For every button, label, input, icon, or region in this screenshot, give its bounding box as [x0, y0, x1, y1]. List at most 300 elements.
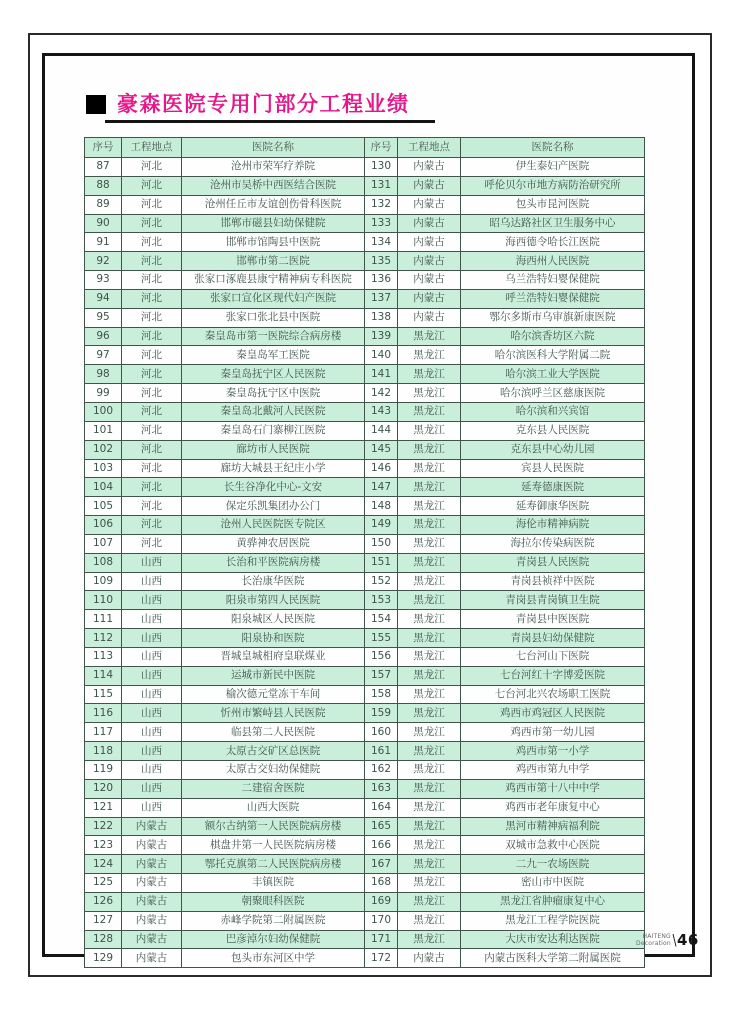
row-number: 153 [365, 591, 398, 610]
row-number: 95 [85, 308, 122, 327]
hospital-name: 密山市中医院 [461, 874, 645, 893]
project-location: 内蒙古 [398, 195, 461, 214]
header-location-left: 工程地点 [122, 138, 182, 158]
hospital-name: 张家口宣化区现代妇产医院 [182, 289, 365, 308]
project-location: 河北 [122, 327, 182, 346]
row-number: 104 [85, 478, 122, 497]
header-hospital-right: 医院名称 [461, 138, 645, 158]
row-number: 160 [365, 723, 398, 742]
project-location: 山西 [122, 666, 182, 685]
hospital-name: 额尔古纳第一人民医院病房楼 [182, 817, 365, 836]
page-title: 豪森医院专用门部分工程业绩 [117, 92, 410, 116]
row-number: 132 [365, 195, 398, 214]
hospital-name: 邯郸市第二医院 [182, 252, 365, 271]
header-location-right: 工程地点 [398, 138, 461, 158]
row-number: 106 [85, 516, 122, 535]
project-location: 内蒙古 [398, 214, 461, 233]
row-number: 124 [85, 855, 122, 874]
project-location: 黑龙江 [398, 440, 461, 459]
row-number: 162 [365, 761, 398, 780]
hospital-name: 秦皇岛市第一医院综合病房楼 [182, 327, 365, 346]
hospital-name: 七台河北兴农场职工医院 [461, 685, 645, 704]
hospital-name: 黄骅神农居医院 [182, 534, 365, 553]
project-location: 内蒙古 [398, 289, 461, 308]
row-number: 171 [365, 930, 398, 949]
hospital-name: 昭乌达路社区卫生服务中心 [461, 214, 645, 233]
project-location: 黑龙江 [398, 478, 461, 497]
row-number: 131 [365, 176, 398, 195]
project-location: 黑龙江 [398, 553, 461, 572]
footer-brand [636, 933, 671, 947]
row-number: 129 [85, 949, 122, 968]
project-location: 黑龙江 [398, 421, 461, 440]
row-number: 97 [85, 346, 122, 365]
hospital-name: 邯郸市馆陶县中医院 [182, 233, 365, 252]
project-location: 黑龙江 [398, 761, 461, 780]
row-number: 136 [365, 271, 398, 290]
header-seq-right: 序号 [365, 138, 398, 158]
row-number: 164 [365, 798, 398, 817]
table-row [85, 289, 645, 308]
project-location: 黑龙江 [398, 591, 461, 610]
hospital-name: 二建宿舍医院 [182, 779, 365, 798]
row-number: 168 [365, 874, 398, 893]
table-row [85, 384, 645, 403]
hospital-name: 邯郸市磁县妇幼保健院 [182, 214, 365, 233]
project-location: 内蒙古 [398, 176, 461, 195]
project-location: 河北 [122, 459, 182, 478]
row-number: 126 [85, 892, 122, 911]
row-number: 120 [85, 779, 122, 798]
table-row [85, 798, 645, 817]
table-row [85, 271, 645, 290]
row-number: 157 [365, 666, 398, 685]
row-number: 105 [85, 497, 122, 516]
hospital-name: 哈尔滨医科大学附属二院 [461, 346, 645, 365]
hospital-name: 青岗县祯祥中医院 [461, 572, 645, 591]
table-row [85, 723, 645, 742]
hospital-name: 乌兰浩特妇婴保健院 [461, 271, 645, 290]
project-location: 山西 [122, 591, 182, 610]
hospital-name: 太原古交矿区总医院 [182, 742, 365, 761]
table-header-row [85, 138, 645, 158]
project-location: 黑龙江 [398, 874, 461, 893]
row-number: 107 [85, 534, 122, 553]
project-location: 河北 [122, 402, 182, 421]
hospital-name: 秦皇岛抚宁区人民医院 [182, 365, 365, 384]
project-location: 黑龙江 [398, 685, 461, 704]
project-location: 河北 [122, 478, 182, 497]
table-row [85, 591, 645, 610]
hospital-name: 黑龙江省肿瘤康复中心 [461, 892, 645, 911]
table-row [85, 440, 645, 459]
hospital-name: 海西德令哈长江医院 [461, 233, 645, 252]
row-number: 123 [85, 836, 122, 855]
table-row [85, 158, 645, 177]
hospital-name: 沧州任丘市友谊创伤骨科医院 [182, 195, 365, 214]
row-number: 134 [365, 233, 398, 252]
table-row [85, 516, 645, 535]
row-number: 90 [85, 214, 122, 233]
hospital-name: 长治和平医院病房楼 [182, 553, 365, 572]
table-row [85, 308, 645, 327]
hospital-name: 七台河山下医院 [461, 647, 645, 666]
row-number: 92 [85, 252, 122, 271]
row-number: 94 [85, 289, 122, 308]
row-number: 141 [365, 365, 398, 384]
table-row [85, 402, 645, 421]
hospital-name: 秦皇岛北戴河人民医院 [182, 402, 365, 421]
hospital-name: 秦皇岛军工医院 [182, 346, 365, 365]
table-row [85, 647, 645, 666]
project-location: 内蒙古 [122, 930, 182, 949]
hospital-name: 赤峰学院第二附属医院 [182, 911, 365, 930]
project-location: 山西 [122, 742, 182, 761]
row-number: 150 [365, 534, 398, 553]
project-location: 河北 [122, 195, 182, 214]
row-number: 113 [85, 647, 122, 666]
row-number: 112 [85, 629, 122, 648]
hospital-name: 临县第二人民医院 [182, 723, 365, 742]
row-number: 159 [365, 704, 398, 723]
table-row [85, 214, 645, 233]
project-location: 黑龙江 [398, 742, 461, 761]
table-row [85, 252, 645, 271]
project-location: 黑龙江 [398, 572, 461, 591]
table-row [85, 892, 645, 911]
footer-brand-name: HAITENG [642, 932, 671, 940]
hospital-name: 哈尔滨工业大学医院 [461, 365, 645, 384]
table-row [85, 930, 645, 949]
hospital-name: 宾县人民医院 [461, 459, 645, 478]
project-location: 河北 [122, 440, 182, 459]
hospital-name: 大庆市安达利达医院 [461, 930, 645, 949]
hospital-name: 海西州人民医院 [461, 252, 645, 271]
project-location: 河北 [122, 214, 182, 233]
row-number: 167 [365, 855, 398, 874]
project-location: 山西 [122, 647, 182, 666]
row-number: 133 [365, 214, 398, 233]
project-location: 黑龙江 [398, 346, 461, 365]
project-location: 黑龙江 [398, 779, 461, 798]
project-location: 河北 [122, 516, 182, 535]
hospital-name: 长治康华医院 [182, 572, 365, 591]
row-number: 102 [85, 440, 122, 459]
project-location: 河北 [122, 233, 182, 252]
row-number: 140 [365, 346, 398, 365]
row-number: 128 [85, 930, 122, 949]
row-number: 158 [365, 685, 398, 704]
hospital-name: 太原古交妇幼保健院 [182, 761, 365, 780]
row-number: 154 [365, 610, 398, 629]
project-location: 内蒙古 [122, 855, 182, 874]
row-number: 170 [365, 911, 398, 930]
hospital-name: 伊生泰妇产医院 [461, 158, 645, 177]
project-location: 内蒙古 [122, 817, 182, 836]
hospital-name: 秦皇岛抚宁区中医院 [182, 384, 365, 403]
footer-slash: \ [672, 931, 677, 949]
table-row [85, 233, 645, 252]
table-row [85, 327, 645, 346]
hospital-name: 双城市急救中心医院 [461, 836, 645, 855]
hospital-name: 张家口涿鹿县康宁精神病专科医院 [182, 271, 365, 290]
row-number: 91 [85, 233, 122, 252]
project-location: 河北 [122, 497, 182, 516]
project-location: 内蒙古 [398, 949, 461, 968]
project-location: 山西 [122, 629, 182, 648]
row-number: 114 [85, 666, 122, 685]
row-number: 166 [365, 836, 398, 855]
project-location: 内蒙古 [122, 836, 182, 855]
project-location: 内蒙古 [122, 892, 182, 911]
project-location: 河北 [122, 308, 182, 327]
project-location: 黑龙江 [398, 516, 461, 535]
project-location: 河北 [122, 289, 182, 308]
project-location: 黑龙江 [398, 704, 461, 723]
project-location: 河北 [122, 252, 182, 271]
project-location: 内蒙古 [122, 911, 182, 930]
hospital-name: 山西大医院 [182, 798, 365, 817]
project-location: 山西 [122, 761, 182, 780]
row-number: 127 [85, 911, 122, 930]
title-bullet-square [86, 95, 106, 114]
project-location: 山西 [122, 572, 182, 591]
project-location: 山西 [122, 779, 182, 798]
project-location: 黑龙江 [398, 666, 461, 685]
project-location: 黑龙江 [398, 855, 461, 874]
table-row [85, 497, 645, 516]
row-number: 103 [85, 459, 122, 478]
project-location: 黑龙江 [398, 836, 461, 855]
hospital-name: 二九一农场医院 [461, 855, 645, 874]
project-location: 河北 [122, 534, 182, 553]
project-location: 黑龙江 [398, 647, 461, 666]
project-location: 黑龙江 [398, 798, 461, 817]
table-row [85, 176, 645, 195]
hospital-name: 呼伦贝尔市地方病防治研究所 [461, 176, 645, 195]
project-location: 山西 [122, 553, 182, 572]
hospital-name: 鄂尔多斯市乌审旗新康医院 [461, 308, 645, 327]
table-row [85, 365, 645, 384]
row-number: 118 [85, 742, 122, 761]
row-number: 139 [365, 327, 398, 346]
project-location: 黑龙江 [398, 365, 461, 384]
table-row [85, 685, 645, 704]
hospital-name: 张家口张北县中医院 [182, 308, 365, 327]
project-location: 黑龙江 [398, 384, 461, 403]
project-location: 河北 [122, 271, 182, 290]
hospital-name: 朝聚眼科医院 [182, 892, 365, 911]
table-row [85, 742, 645, 761]
hospital-name: 阳泉城区人民医院 [182, 610, 365, 629]
hospital-name: 青岗县中医医院 [461, 610, 645, 629]
table-row [85, 421, 645, 440]
row-number: 161 [365, 742, 398, 761]
table-row [85, 704, 645, 723]
hospital-name: 棋盘井第一人民医院病房楼 [182, 836, 365, 855]
hospital-name: 运城市新民中医院 [182, 666, 365, 685]
hospital-name: 阳泉市第四人民医院 [182, 591, 365, 610]
row-number: 117 [85, 723, 122, 742]
hospital-name: 黑河市精神病福利院 [461, 817, 645, 836]
row-number: 143 [365, 402, 398, 421]
hospital-name: 巴彦淖尔妇幼保健院 [182, 930, 365, 949]
table-row [85, 346, 645, 365]
table-row [85, 761, 645, 780]
header-seq-left: 序号 [85, 138, 122, 158]
project-location: 山西 [122, 610, 182, 629]
project-location: 山西 [122, 723, 182, 742]
hospital-name: 哈尔滨呼兰区慈康医院 [461, 384, 645, 403]
table-row [85, 610, 645, 629]
row-number: 109 [85, 572, 122, 591]
project-location: 山西 [122, 685, 182, 704]
row-number: 98 [85, 365, 122, 384]
hospital-name: 沧州市荣军疗养院 [182, 158, 365, 177]
hospital-name: 廊坊市人民医院 [182, 440, 365, 459]
page-footer [636, 931, 699, 949]
row-number: 115 [85, 685, 122, 704]
project-location: 内蒙古 [398, 252, 461, 271]
project-location: 黑龙江 [398, 723, 461, 742]
row-number: 138 [365, 308, 398, 327]
row-number: 89 [85, 195, 122, 214]
hospital-name: 晋城皇城相府皇联煤业 [182, 647, 365, 666]
row-number: 165 [365, 817, 398, 836]
table-row [85, 874, 645, 893]
hospital-name: 秦皇岛石门寨柳江医院 [182, 421, 365, 440]
table-row [85, 459, 645, 478]
row-number: 148 [365, 497, 398, 516]
row-number: 163 [365, 779, 398, 798]
hospital-name: 哈尔滨和兴宾馆 [461, 402, 645, 421]
project-location: 黑龙江 [398, 629, 461, 648]
hospital-name: 榆次德元堂冻干车间 [182, 685, 365, 704]
table-row [85, 572, 645, 591]
hospital-name: 鸡西市第十八中中学 [461, 779, 645, 798]
project-location: 内蒙古 [398, 158, 461, 177]
header-hospital-left: 医院名称 [182, 138, 365, 158]
hospital-name: 延寿御康华医院 [461, 497, 645, 516]
table-row [85, 949, 645, 968]
row-number: 155 [365, 629, 398, 648]
row-number: 122 [85, 817, 122, 836]
project-location: 黑龙江 [398, 497, 461, 516]
project-location: 黑龙江 [398, 911, 461, 930]
table-row [85, 855, 645, 874]
table-row [85, 836, 645, 855]
hospital-name: 长生谷净化中心-文安 [182, 478, 365, 497]
hospital-name: 内蒙古医科大学第二附属医院 [461, 949, 645, 968]
hospital-name: 鸡西市第一幼儿园 [461, 723, 645, 742]
project-location: 内蒙古 [122, 949, 182, 968]
project-location: 黑龙江 [398, 534, 461, 553]
row-number: 110 [85, 591, 122, 610]
row-number: 100 [85, 402, 122, 421]
hospital-name: 丰镇医院 [182, 874, 365, 893]
hospital-name: 包头市东河区中学 [182, 949, 365, 968]
table-body [85, 158, 645, 968]
project-location: 内蒙古 [122, 874, 182, 893]
hospital-name: 鸡西市老年康复中心 [461, 798, 645, 817]
hospital-name: 沧州人民医院医专院区 [182, 516, 365, 535]
hospital-name: 鸡西市鸡冠区人民医院 [461, 704, 645, 723]
title-underline [105, 120, 435, 123]
table-row [85, 779, 645, 798]
hospital-name: 忻州市繁峙县人民医院 [182, 704, 365, 723]
table-row [85, 553, 645, 572]
project-location: 黑龙江 [398, 930, 461, 949]
hospital-name: 海伦市精神病院 [461, 516, 645, 535]
row-number: 119 [85, 761, 122, 780]
project-location: 河北 [122, 421, 182, 440]
project-location: 内蒙古 [398, 233, 461, 252]
hospital-name: 沧州市吴桥中西医结合医院 [182, 176, 365, 195]
project-location: 黑龙江 [398, 327, 461, 346]
row-number: 121 [85, 798, 122, 817]
table-row [85, 629, 645, 648]
performance-table [84, 137, 645, 968]
project-location: 河北 [122, 346, 182, 365]
hospital-name: 延寿德康医院 [461, 478, 645, 497]
hospital-name: 保定乐凯集团办公门 [182, 497, 365, 516]
row-number: 152 [365, 572, 398, 591]
project-location: 黑龙江 [398, 817, 461, 836]
hospital-name: 阳泉协和医院 [182, 629, 365, 648]
row-number: 149 [365, 516, 398, 535]
table-row [85, 666, 645, 685]
page-title-block [86, 93, 410, 116]
row-number: 147 [365, 478, 398, 497]
hospital-name: 廊坊大城县王纪庄小学 [182, 459, 365, 478]
row-number: 137 [365, 289, 398, 308]
project-location: 河北 [122, 384, 182, 403]
row-number: 172 [365, 949, 398, 968]
row-number: 125 [85, 874, 122, 893]
row-number: 142 [365, 384, 398, 403]
project-location: 黑龙江 [398, 402, 461, 421]
hospital-name: 青岗县青岗镇卫生院 [461, 591, 645, 610]
row-number: 101 [85, 421, 122, 440]
row-number: 116 [85, 704, 122, 723]
table-row [85, 911, 645, 930]
hospital-name: 哈尔滨香坊区六院 [461, 327, 645, 346]
table-row [85, 195, 645, 214]
project-location: 内蒙古 [398, 308, 461, 327]
hospital-name: 包头市昆河医院 [461, 195, 645, 214]
row-number: 88 [85, 176, 122, 195]
page-number: 46 [676, 931, 699, 949]
hospital-name: 青岗县人民医院 [461, 553, 645, 572]
hospital-name: 七台河红十字博爱医院 [461, 666, 645, 685]
row-number: 130 [365, 158, 398, 177]
project-location: 黑龙江 [398, 459, 461, 478]
row-number: 156 [365, 647, 398, 666]
row-number: 96 [85, 327, 122, 346]
hospital-name: 克东县中心幼儿园 [461, 440, 645, 459]
project-location: 河北 [122, 158, 182, 177]
project-location: 河北 [122, 365, 182, 384]
project-location: 黑龙江 [398, 610, 461, 629]
hospital-name: 鸡西市第九中学 [461, 761, 645, 780]
footer-brand-sub: Decoration [636, 940, 671, 947]
row-number: 99 [85, 384, 122, 403]
row-number: 111 [85, 610, 122, 629]
hospital-name: 呼兰浩特妇婴保健院 [461, 289, 645, 308]
hospital-name: 鄂托克旗第二人民医院病房楼 [182, 855, 365, 874]
project-location: 黑龙江 [398, 892, 461, 911]
hospital-name: 鸡西市第一小学 [461, 742, 645, 761]
